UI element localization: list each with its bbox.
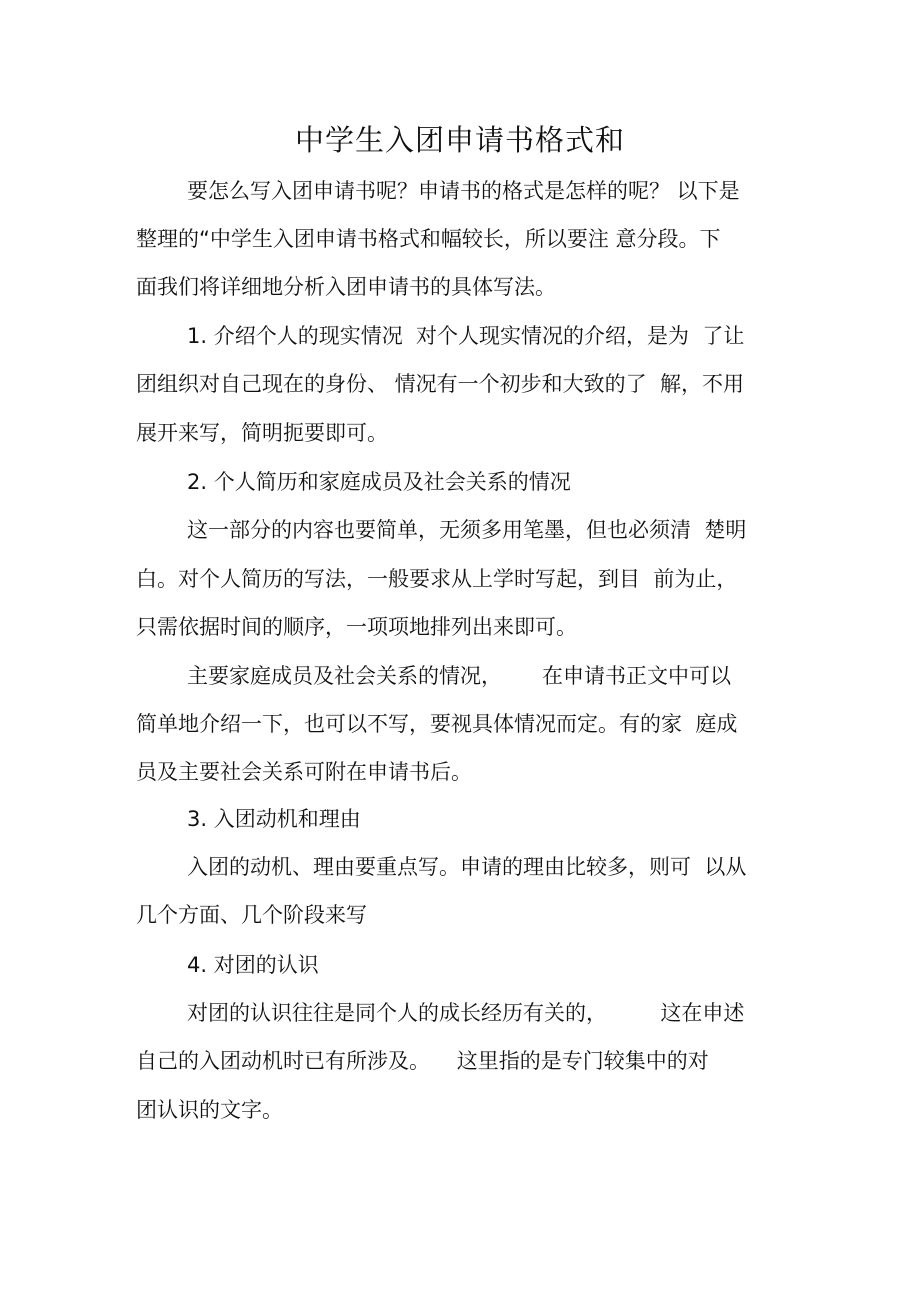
section-1-heading-line: 1. 介绍个人的现实情况 对个人现实情况的介绍，是为 了让 [187,324,745,348]
section-2-heading: 2. 个人简历和家庭成员及社会关系的情况 [187,470,571,494]
document-title: 中学生入团申请书格式和 [294,123,625,157]
paragraph-line-9: 白。对个人简历的写法，一般要求从上学时写起，到目 前为止， [136,567,738,591]
paragraph-line-20: 团认识的文字。 [136,1098,283,1122]
paragraph-line-6: 展开来写，简明扼要即可。 [136,421,388,445]
paragraph-line-16: 几个方面、几个阶段来写 [136,903,367,927]
paragraph-line-18: 对团的认识往往是同个人的成长经历有关的， 这在申述 [187,1001,745,1025]
paragraph-line-10: 只需依据时间的顺序，一项项地排列出来即可。 [136,615,577,639]
paragraph-line-13: 员及主要社会关系可附在申请书后。 [136,760,472,784]
paragraph-line-1: 要怎么写入团申请书呢？申请书的格式是怎样的呢？ 以下是 [187,179,740,203]
paragraph-line-8: 这一部分的内容也要简单，无须多用笔墨，但也必须清 楚明 [187,518,747,542]
paragraph-line-5: 团组织对自己现在的身份、 情况有一个初步和大致的了 解，不用 [136,372,745,396]
paragraph-line-19: 自己的入团动机时已有所涉及。 这里指的是专门较集中的对 [136,1049,709,1073]
paragraph-line-15: 入团的动机、理由要重点写。申请的理由比较多，则可 以从 [187,855,747,879]
section-3-heading: 3. 入团动机和理由 [187,807,361,831]
paragraph-line-3: 面我们将详细地分析入团申请书的具体写法。 [136,275,556,299]
section-4-heading: 4. 对团的认识 [187,953,319,977]
paragraph-line-12: 简单地介绍一下，也可以不写，要视具体情况而定。有的家 庭成 [136,712,738,736]
paragraph-line-2: 整理的“中学生入团申请书格式和幅较长，所以要注 意分段。下 [136,227,721,251]
paragraph-line-11: 主要家庭成员及社会关系的情况， 在申请书正文中可以 [187,664,732,688]
